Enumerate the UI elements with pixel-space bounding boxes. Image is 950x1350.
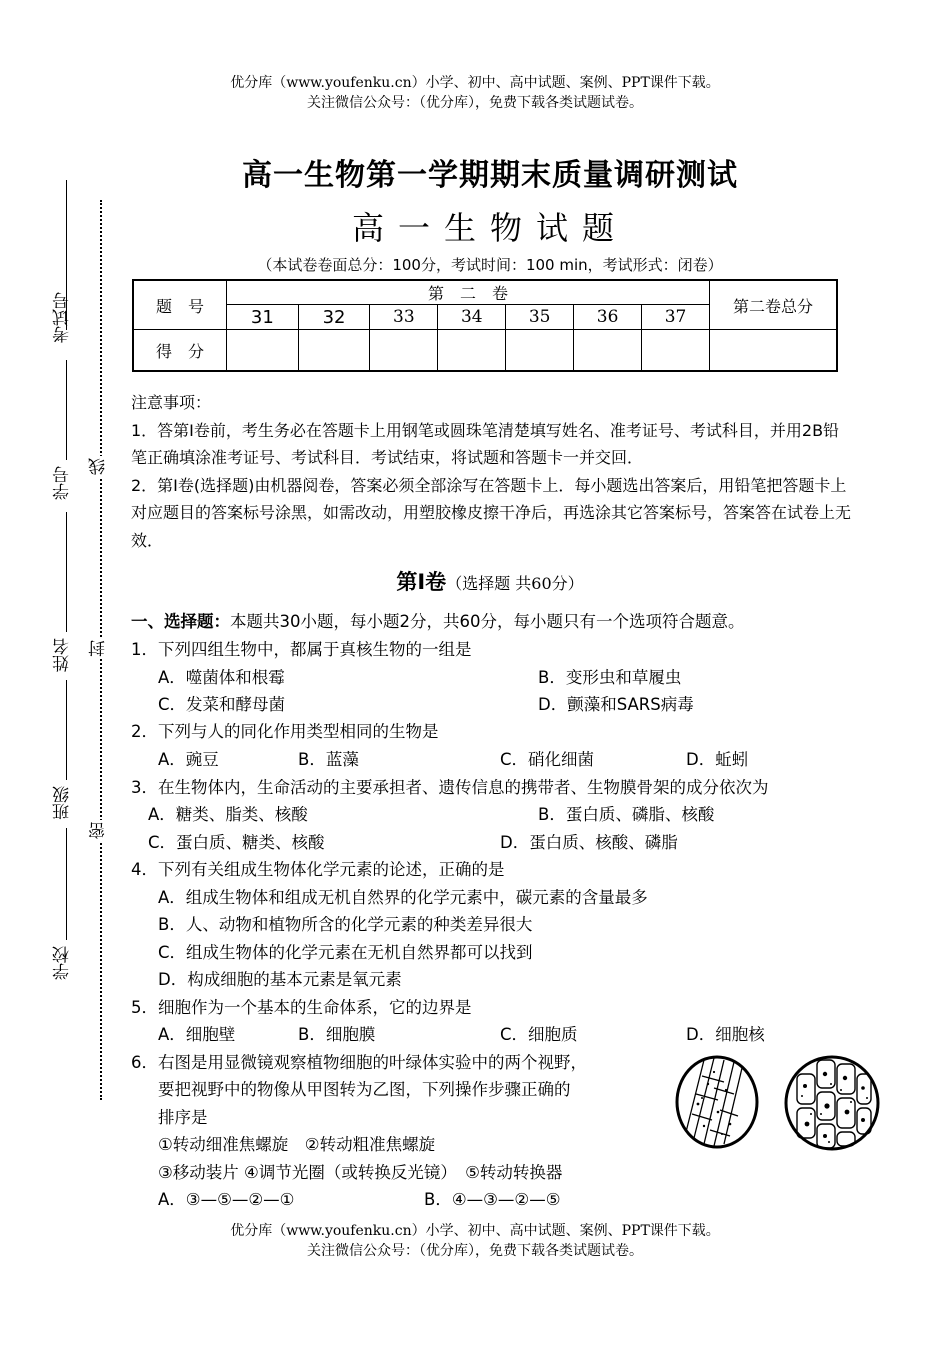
q6-stem-line-2: 要把视野中的物像从甲图转为乙图，下列操作步骤正确的 — [158, 1080, 571, 1099]
exam-subtitle: 高一生物试题 — [351, 209, 628, 247]
total-header: 第二卷总分 — [710, 280, 838, 330]
q1-option-d: D．颤藻和SARS病毒 — [538, 695, 694, 714]
exam-title: 高一生物第一学期期末质量调研测试 — [242, 158, 738, 193]
section-header: 第 二 卷 — [227, 280, 710, 305]
microscope-view-b-figure — [783, 1054, 881, 1152]
q4-option-c: C．组成生物体的化学元素在无机自然界都可以找到 — [158, 943, 533, 962]
seal-char-mi: 密 — [86, 820, 111, 841]
field-student-number: 学号 — [53, 466, 73, 500]
section-title — [0, 566, 950, 596]
q4-option-a: A．组成生物体和组成无机自然界的化学元素中，碳元素的含量最多 — [158, 888, 648, 907]
question-number: 31 — [227, 305, 299, 330]
header-line-1: 优分库（www.youfenku.cn）小学、初中、高中试题、案例、PPT课件下载。 — [230, 75, 720, 91]
binding-line — [66, 360, 67, 460]
q2-option-b: B．蓝藻 — [298, 750, 359, 769]
q1-option-c: C．发菜和酵母菌 — [158, 695, 286, 714]
q5-stem: 5．细胞作为一个基本的生命体系，它的边界是 — [131, 998, 472, 1017]
field-name: 姓名 — [53, 638, 73, 672]
section-title-main: 第Ⅰ卷 — [396, 570, 447, 594]
exam-info: （本试卷卷面总分：100分，考试时间：100 min，考试形式：闭卷） — [257, 256, 723, 274]
q4-option-d: D．构成细胞的基本元素是氧元素 — [158, 970, 402, 989]
q1-option-a: A．噬菌体和根霉 — [158, 668, 285, 687]
q6-option-a: A．③—⑤—②—① — [158, 1190, 295, 1209]
footer-line-2: 关注微信公众号：（优分库），免费下载各类试题试卷。 — [307, 1243, 643, 1259]
seal-char-feng: 封 — [86, 638, 111, 659]
score-cell — [506, 330, 574, 372]
notes-heading: 注意事项： — [131, 393, 212, 412]
instr-text: 本题共30小题，每小题2分，共60分，每小题只有一个选项符合题意。 — [230, 612, 745, 631]
q4-stem: 4．下列有关组成生物体化学元素的论述，正确的是 — [131, 860, 505, 879]
q3-option-b: B．蛋白质、磷脂、核酸 — [538, 805, 715, 824]
footer-line-1: 优分库（www.youfenku.cn）小学、初中、高中试题、案例、PPT课件下载。 — [230, 1223, 720, 1239]
q2-option-c: C．硝化细菌 — [500, 750, 595, 769]
score-cell — [227, 330, 299, 372]
field-exam-number: 考试号 — [53, 292, 73, 343]
q6-stem-line-1: 6．右图是用显微镜观察植物细胞的叶绿体实验中的两个视野， — [131, 1053, 587, 1072]
q5-option-c: C．细胞质 — [500, 1025, 578, 1044]
q3-stem: 3．在生物体内，生命活动的主要承担者、遗传信息的携带者、生物膜骨架的成分依次为 — [131, 778, 769, 797]
q4-option-b: B．人、动物和植物所含的化学元素的种类差异很大 — [158, 915, 533, 934]
q5-option-b: B．细胞膜 — [298, 1025, 376, 1044]
q1-option-b: B．变形虫和草履虫 — [538, 668, 682, 687]
header-line-2: 关注微信公众号：（优分库），免费下载各类试题试卷。 — [307, 95, 643, 111]
q5-option-a: A．细胞壁 — [158, 1025, 236, 1044]
section-instructions — [131, 612, 745, 632]
q1-stem: 1．下列四组生物中，都属于真核生物的一组是 — [131, 640, 472, 659]
q2-option-a: A．豌豆 — [158, 750, 219, 769]
microscope-view-a-figure — [674, 1054, 760, 1150]
score-cell — [574, 330, 642, 372]
q5-option-d: D．细胞核 — [686, 1025, 765, 1044]
question-number: 33 — [370, 305, 438, 330]
label-score: 得 分 — [133, 330, 227, 372]
question-number: 37 — [642, 305, 710, 330]
question-number: 36 — [574, 305, 642, 330]
q6-stem-line-3: 排序是 — [158, 1108, 208, 1127]
field-school: 学校 — [53, 946, 73, 980]
q6-option-b: B．④—③—②—⑤ — [424, 1190, 561, 1209]
binding-line — [66, 680, 67, 780]
score-cell — [298, 330, 370, 372]
question-number: 34 — [438, 305, 506, 330]
score-table — [132, 279, 838, 372]
instr-bold: 一、选择题： — [131, 612, 230, 631]
notes-block — [131, 389, 853, 554]
seal-char-xian: 线 — [86, 456, 111, 477]
q2-option-d: D．蚯蚓 — [686, 750, 749, 769]
field-class: 班级 — [53, 786, 73, 820]
q3-option-d: D．蛋白质、核酸、磷脂 — [500, 833, 678, 852]
q3-option-a: A．糖类、脂类、核酸 — [148, 805, 308, 824]
question-number: 35 — [506, 305, 574, 330]
binding-line — [66, 828, 67, 940]
label-question: 题 号 — [133, 280, 227, 330]
question-number: 32 — [298, 305, 370, 330]
q6-steps-line-2: ③移动装片 ④调节光圈（或转换反光镜） ⑤转动转换器 — [158, 1163, 563, 1182]
notes-item-1: 1．答第Ⅰ卷前，考生务必在答题卡上用钢笔或圆珠笔清楚填写姓名、准考证号、考试科目，并用2B铅笔正确填涂准考证号、考试科目．考试结束，将试题和答题卡一并交回． — [131, 420, 840, 467]
notes-item-2: 2．第Ⅰ卷(选择题)由机器阅卷，答案必须全部涂写在答题卡上．每小题选出答案后，用铅笔把答题卡上对应题目的答案标号涂黑，如需改动，用塑胶橡皮擦干净后，再选涂其它答案标号，答案答在试卷上无效． — [131, 475, 852, 550]
q2-stem: 2．下列与人的同化作用类型相同的生物是 — [131, 722, 439, 741]
q6-steps-line-1: ①转动细准焦螺旋 ②转动粗准焦螺旋 — [158, 1135, 436, 1154]
score-cell — [370, 330, 438, 372]
section-title-sub: （选择题 共60分） — [446, 574, 584, 593]
q3-option-c: C．蛋白质、糖类、核酸 — [148, 833, 325, 852]
score-cell — [642, 330, 710, 372]
score-cell — [710, 330, 838, 372]
score-cell — [438, 330, 506, 372]
